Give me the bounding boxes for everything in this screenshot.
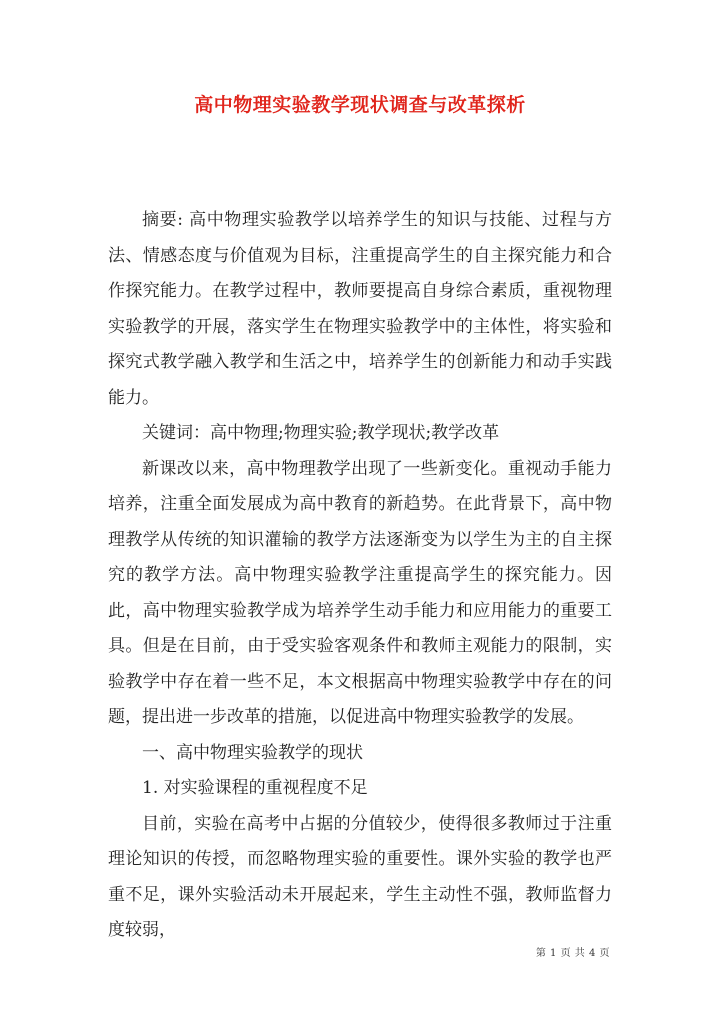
subsection-heading: 1. 对实验课程的重视程度不足 [142, 778, 368, 798]
abstract-paragraph: 摘要: 高中物理实验教学以培养学生的知识与技能、过程与方法、情感态度与价值观为目标，注重提高学生的自主探究能力和合作探究能力。在教学过程中，教师要提高自身综合素质，重视物理实验教学的开展，落实学生在物理实验教学中的主体性，将实验和探究式教学融入教学和生活之中，培养学生的创新能力和动手实践能力。 [108, 210, 612, 408]
document-title: 高中物理实验教学现状调查与改革探析 [194, 94, 526, 116]
section-heading: 一、高中物理实验教学的现状 [142, 742, 363, 763]
intro-paragraph: 新课改以来，高中物理教学出现了一些新变化。重视动手能力培养，注重全面发展成为高中教育的新趋势。在此背景下，高中物理教学从传统的知识灌输的教学方法逐渐变为以学生为主的自主探究的教学方法。高中物理实验教学注重提高学生的探究能力。因此，高中物理实验教学成为培养学生动手能力和应用能力的重要工具。但是在目前，由于受实验客观条件和教师主观能力的限制，实验教学中存在着一些不足，本文根据高中物理实验教学中存在的问题，提出进一步改革的措施，以促进高中物理实验教学的发展。 [108, 458, 612, 727]
keywords-paragraph: 关键词：高中物理;物理实验;教学现状;教学改革 [142, 423, 500, 443]
document-body [108, 203, 612, 949]
page-number: 第 1 页 共 4 页 [535, 948, 610, 959]
body-paragraph: 目前，实验在高考中占据的分值较少，使得很多教师过于注重理论知识的传授，而忽略物理实验的重要性。课外实验的教学也严重不足，课外实验活动未开展起来，学生主动性不强，教师监督力度较弱， [108, 813, 612, 940]
